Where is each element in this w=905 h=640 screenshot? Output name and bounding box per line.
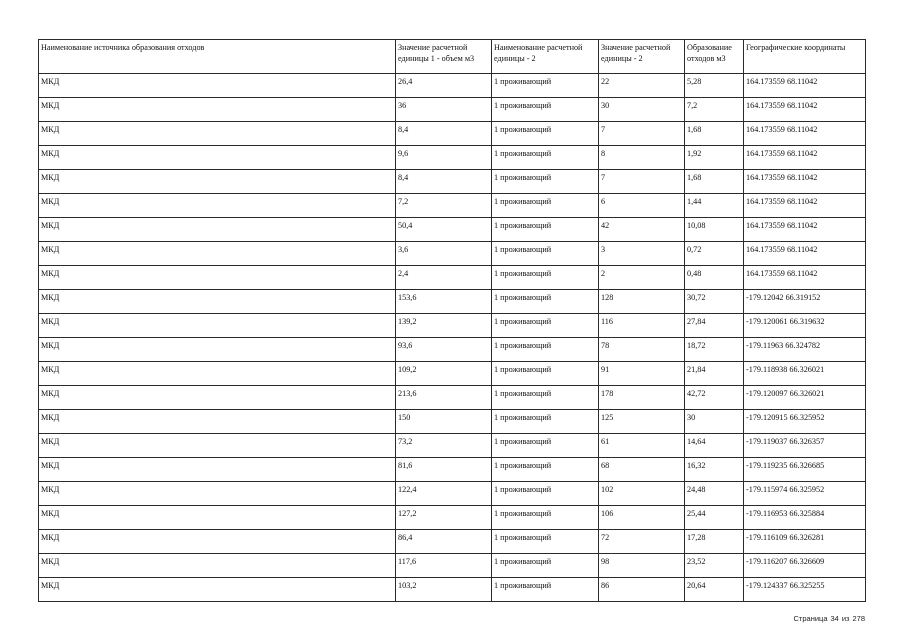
cell-coordinates: 164.173559 68.11042: [744, 146, 866, 170]
cell-unit2-value: 7: [599, 170, 685, 194]
cell-coordinates: -179.118938 66.326021: [744, 362, 866, 386]
cell-unit2-value: 7: [599, 122, 685, 146]
cell-unit2-value: 102: [599, 482, 685, 506]
cell-unit2-value: 128: [599, 290, 685, 314]
cell-waste-volume: 1,44: [685, 194, 744, 218]
cell-coordinates: -179.11963 66.324782: [744, 338, 866, 362]
table-row: [39, 218, 866, 242]
cell-coordinates: 164.173559 68.11042: [744, 194, 866, 218]
cell-source-name: МКД: [39, 314, 396, 338]
table-row: [39, 290, 866, 314]
cell-source-name: МКД: [39, 434, 396, 458]
cell-coordinates: -179.116207 66.326609: [744, 554, 866, 578]
cell-source-name: МКД: [39, 290, 396, 314]
cell-source-name: МКД: [39, 554, 396, 578]
cell-unit1-value: 81,6: [396, 458, 492, 482]
waste-sources-table: [38, 39, 866, 602]
cell-unit2-value: 22: [599, 74, 685, 98]
header-coordinates: Географические координаты: [744, 40, 866, 74]
cell-unit1-value: 3,6: [396, 242, 492, 266]
table-row: [39, 146, 866, 170]
cell-waste-volume: 16,32: [685, 458, 744, 482]
cell-unit2-name: 1 проживающий: [492, 266, 599, 290]
cell-unit2-name: 1 проживающий: [492, 434, 599, 458]
cell-unit2-value: 98: [599, 554, 685, 578]
cell-unit1-value: 139,2: [396, 314, 492, 338]
header-source-name: Наименование источника образования отходов: [39, 40, 396, 74]
table-row: [39, 362, 866, 386]
cell-unit2-value: 125: [599, 410, 685, 434]
cell-source-name: МКД: [39, 146, 396, 170]
cell-unit2-name: 1 проживающий: [492, 506, 599, 530]
cell-coordinates: -179.120097 66.326021: [744, 386, 866, 410]
cell-unit1-value: 2,4: [396, 266, 492, 290]
cell-waste-volume: 0,72: [685, 242, 744, 266]
cell-unit2-value: 91: [599, 362, 685, 386]
table-row: [39, 122, 866, 146]
cell-coordinates: -179.116953 66.325884: [744, 506, 866, 530]
cell-source-name: МКД: [39, 410, 396, 434]
cell-unit1-value: 213,6: [396, 386, 492, 410]
cell-source-name: МКД: [39, 578, 396, 602]
cell-coordinates: -179.124337 66.325255: [744, 578, 866, 602]
table-row: [39, 314, 866, 338]
cell-unit1-value: 36: [396, 98, 492, 122]
cell-unit2-value: 72: [599, 530, 685, 554]
header-unit1-value: Значение расчетной единицы 1 - объем м3: [396, 40, 492, 74]
cell-unit2-value: 8: [599, 146, 685, 170]
cell-unit2-value: 30: [599, 98, 685, 122]
cell-unit2-name: 1 проживающий: [492, 410, 599, 434]
cell-unit2-value: 178: [599, 386, 685, 410]
cell-source-name: МКД: [39, 458, 396, 482]
cell-waste-volume: 14,64: [685, 434, 744, 458]
cell-source-name: МКД: [39, 482, 396, 506]
header-unit2-value: Значение расчетной единицы - 2: [599, 40, 685, 74]
cell-source-name: МКД: [39, 506, 396, 530]
cell-coordinates: -179.119037 66.326357: [744, 434, 866, 458]
cell-waste-volume: 1,92: [685, 146, 744, 170]
cell-unit1-value: 7,2: [396, 194, 492, 218]
cell-waste-volume: 27,84: [685, 314, 744, 338]
cell-unit2-name: 1 проживающий: [492, 554, 599, 578]
cell-unit1-value: 127,2: [396, 506, 492, 530]
cell-unit1-value: 86,4: [396, 530, 492, 554]
total-pages: 278: [852, 614, 865, 623]
cell-waste-volume: 25,44: [685, 506, 744, 530]
cell-unit2-name: 1 проживающий: [492, 314, 599, 338]
cell-unit1-value: 26,4: [396, 74, 492, 98]
cell-waste-volume: 18,72: [685, 338, 744, 362]
cell-unit1-value: 117,6: [396, 554, 492, 578]
cell-unit1-value: 73,2: [396, 434, 492, 458]
table-row: [39, 578, 866, 602]
cell-unit2-value: 78: [599, 338, 685, 362]
table-row: [39, 530, 866, 554]
cell-unit2-name: 1 проживающий: [492, 98, 599, 122]
cell-waste-volume: 1,68: [685, 170, 744, 194]
table-row: [39, 170, 866, 194]
cell-unit2-name: 1 проживающий: [492, 458, 599, 482]
cell-source-name: МКД: [39, 242, 396, 266]
table-body: [39, 74, 866, 602]
cell-coordinates: 164.173559 68.11042: [744, 98, 866, 122]
cell-unit2-name: 1 проживающий: [492, 242, 599, 266]
cell-unit2-value: 68: [599, 458, 685, 482]
cell-waste-volume: 42,72: [685, 386, 744, 410]
cell-coordinates: -179.12042 66.319152: [744, 290, 866, 314]
cell-source-name: МКД: [39, 362, 396, 386]
cell-unit1-value: 8,4: [396, 170, 492, 194]
table-row: [39, 386, 866, 410]
cell-waste-volume: 7,2: [685, 98, 744, 122]
cell-unit2-value: 6: [599, 194, 685, 218]
cell-unit1-value: 103,2: [396, 578, 492, 602]
cell-waste-volume: 24,48: [685, 482, 744, 506]
cell-coordinates: 164.173559 68.11042: [744, 122, 866, 146]
table-row: [39, 242, 866, 266]
cell-unit2-value: 2: [599, 266, 685, 290]
cell-unit2-value: 116: [599, 314, 685, 338]
cell-unit1-value: 50,4: [396, 218, 492, 242]
cell-waste-volume: 30,72: [685, 290, 744, 314]
page-number: 34: [830, 614, 839, 623]
cell-unit2-value: 42: [599, 218, 685, 242]
cell-source-name: МКД: [39, 386, 396, 410]
cell-waste-volume: 20,64: [685, 578, 744, 602]
cell-unit2-name: 1 проживающий: [492, 194, 599, 218]
table-row: [39, 266, 866, 290]
cell-unit2-value: 86: [599, 578, 685, 602]
cell-coordinates: 164.173559 68.11042: [744, 74, 866, 98]
cell-unit1-value: 8,4: [396, 122, 492, 146]
cell-unit1-value: 109,2: [396, 362, 492, 386]
cell-unit1-value: 93,6: [396, 338, 492, 362]
cell-unit1-value: 9,6: [396, 146, 492, 170]
cell-waste-volume: 21,84: [685, 362, 744, 386]
cell-coordinates: -179.115974 66.325952: [744, 482, 866, 506]
cell-waste-volume: 1,68: [685, 122, 744, 146]
table-row: [39, 98, 866, 122]
page-label: Страница: [793, 614, 828, 623]
cell-waste-volume: 30: [685, 410, 744, 434]
cell-unit2-name: 1 проживающий: [492, 386, 599, 410]
cell-unit1-value: 150: [396, 410, 492, 434]
cell-coordinates: 164.173559 68.11042: [744, 266, 866, 290]
header-unit2-name: Наименование расчетной единицы - 2: [492, 40, 599, 74]
cell-waste-volume: 10,08: [685, 218, 744, 242]
cell-unit2-value: 61: [599, 434, 685, 458]
cell-source-name: МКД: [39, 170, 396, 194]
table-row: [39, 194, 866, 218]
cell-waste-volume: 0,48: [685, 266, 744, 290]
cell-unit2-name: 1 проживающий: [492, 218, 599, 242]
cell-coordinates: 164.173559 68.11042: [744, 242, 866, 266]
cell-coordinates: -179.116109 66.326281: [744, 530, 866, 554]
cell-unit2-value: 106: [599, 506, 685, 530]
cell-coordinates: 164.173559 68.11042: [744, 218, 866, 242]
cell-unit1-value: 122,4: [396, 482, 492, 506]
table-row: [39, 338, 866, 362]
table-header-row: [39, 40, 866, 74]
cell-unit2-value: 3: [599, 242, 685, 266]
cell-unit2-name: 1 проживающий: [492, 170, 599, 194]
table-row: [39, 506, 866, 530]
cell-waste-volume: 23,52: [685, 554, 744, 578]
cell-unit2-name: 1 проживающий: [492, 578, 599, 602]
table-header: [39, 40, 866, 74]
table-row: [39, 554, 866, 578]
cell-unit2-name: 1 проживающий: [492, 74, 599, 98]
cell-source-name: МКД: [39, 74, 396, 98]
table-row: [39, 74, 866, 98]
header-waste-volume: Образование отходов м3: [685, 40, 744, 74]
of-label: из: [841, 614, 850, 623]
cell-unit2-name: 1 проживающий: [492, 362, 599, 386]
cell-waste-volume: 17,28: [685, 530, 744, 554]
cell-unit2-name: 1 проживающий: [492, 482, 599, 506]
cell-coordinates: -179.120915 66.325952: [744, 410, 866, 434]
cell-source-name: МКД: [39, 530, 396, 554]
cell-coordinates: 164.173559 68.11042: [744, 170, 866, 194]
table-row: [39, 458, 866, 482]
cell-source-name: МКД: [39, 98, 396, 122]
cell-unit2-name: 1 проживающий: [492, 530, 599, 554]
page-footer: [791, 614, 866, 623]
cell-unit2-name: 1 проживающий: [492, 122, 599, 146]
table-row: [39, 410, 866, 434]
cell-source-name: МКД: [39, 218, 396, 242]
cell-source-name: МКД: [39, 338, 396, 362]
cell-coordinates: -179.119235 66.326685: [744, 458, 866, 482]
cell-waste-volume: 5,28: [685, 74, 744, 98]
cell-unit1-value: 153,6: [396, 290, 492, 314]
cell-source-name: МКД: [39, 266, 396, 290]
cell-source-name: МКД: [39, 122, 396, 146]
cell-coordinates: -179.120061 66.319632: [744, 314, 866, 338]
cell-unit2-name: 1 проживающий: [492, 146, 599, 170]
cell-unit2-name: 1 проживающий: [492, 290, 599, 314]
table-row: [39, 434, 866, 458]
cell-unit2-name: 1 проживающий: [492, 338, 599, 362]
cell-source-name: МКД: [39, 194, 396, 218]
table-row: [39, 482, 866, 506]
